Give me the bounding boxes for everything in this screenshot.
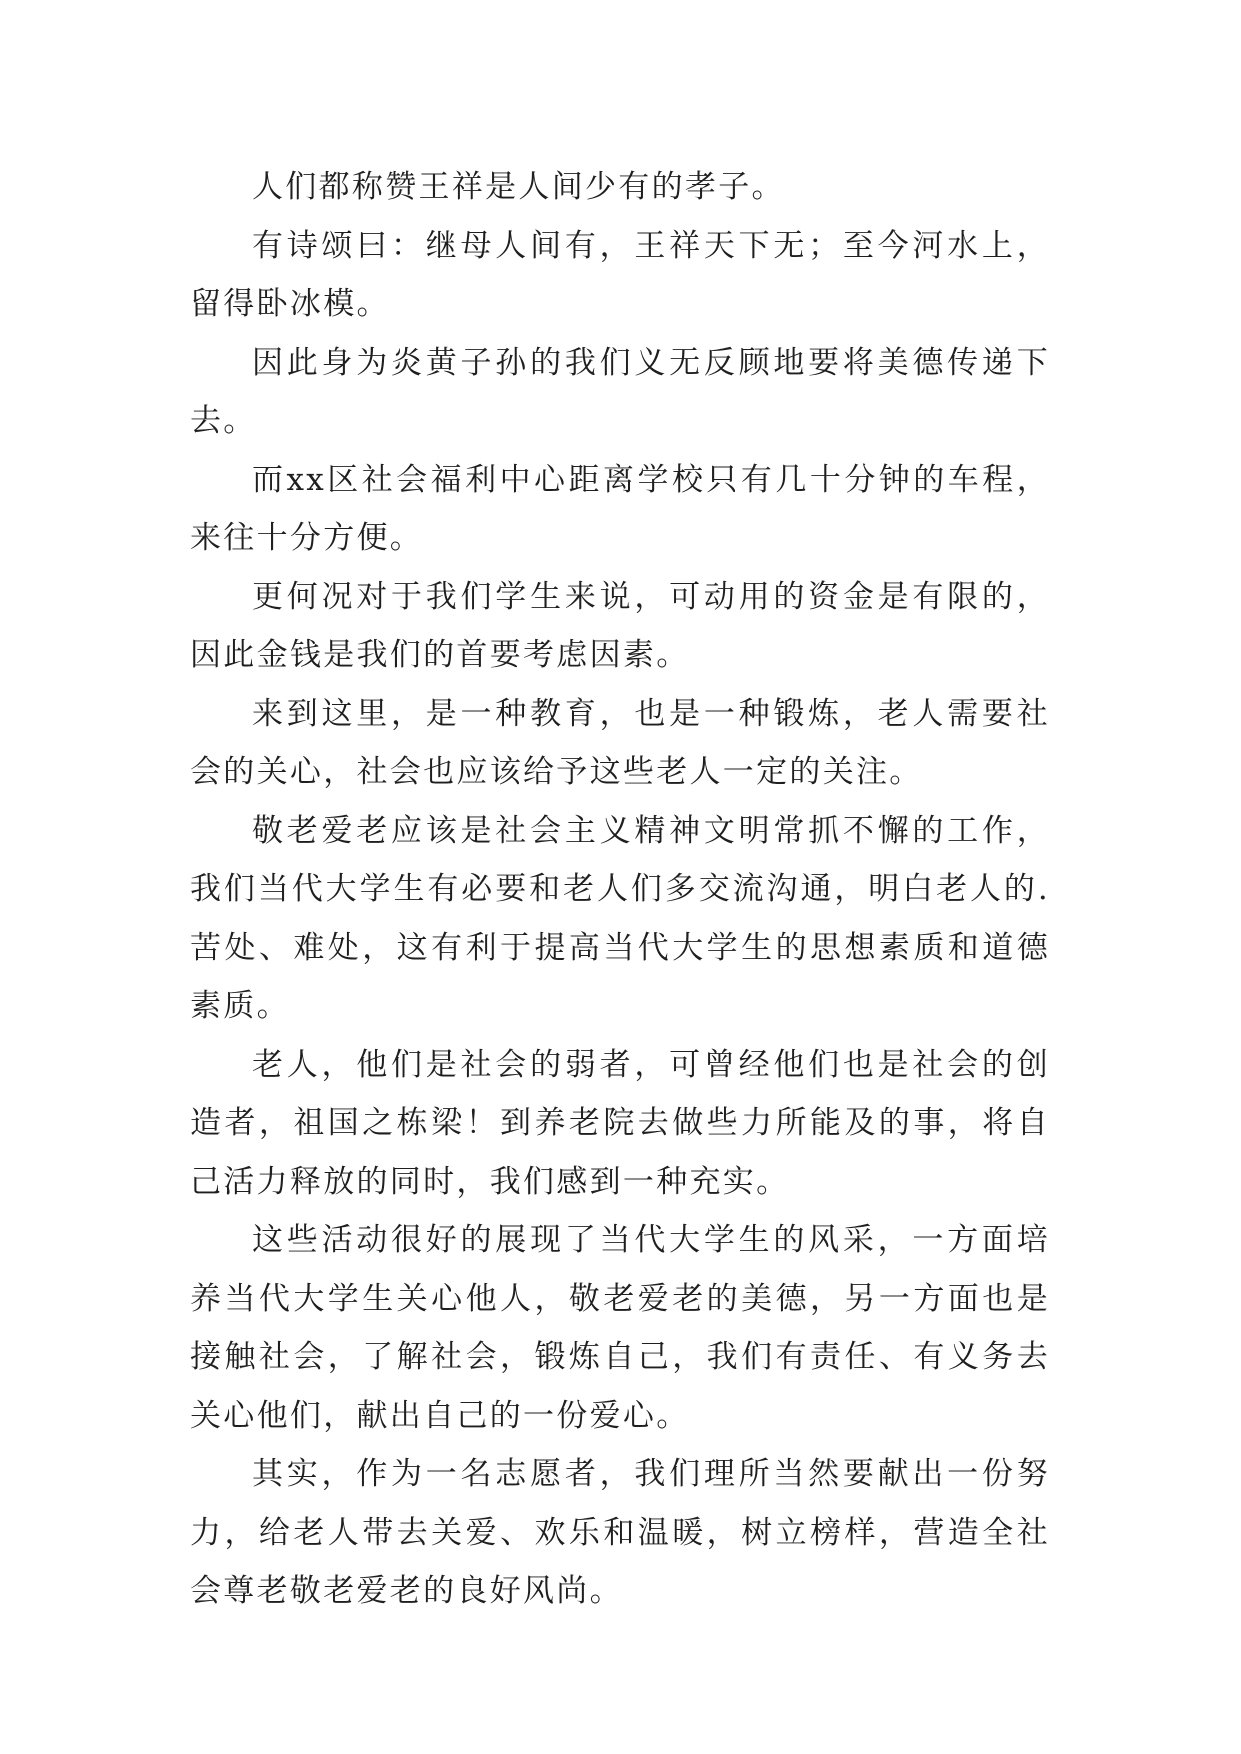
paragraph-8: 老人，他们是社会的弱者，可曾经他们也是社会的创造者，祖国之栋梁！到养老院去做些力所能及的事，将自己活力释放的同时，我们感到一种充实。 [190, 1046, 1050, 1200]
paragraph-5: 更何况对于我们学生来说，可动用的资金是有限的，因此金钱是我们的首要考虑因素。 [190, 578, 1050, 673]
paragraph-6: 来到这里，是一种教育，也是一种锻炼，老人需要社会的关心，社会也应该给予这些老人一定的关注。 [190, 695, 1050, 790]
paragraph-4: 而xx区社会福利中心距离学校只有几十分钟的车程，来往十分方便。 [190, 461, 1050, 556]
paragraph-2: 有诗颂曰：继母人间有，王祥天下无；至今河水上，留得卧冰模。 [190, 227, 1050, 322]
paragraph-1: 人们都称赞王祥是人间少有的孝子。 [252, 169, 785, 205]
paragraph-10: 其实，作为一名志愿者，我们理所当然要献出一份努力，给老人带去关爱、欢乐和温暖，树立榜样，营造全社会尊老敬老爱老的良好风尚。 [190, 1456, 1050, 1609]
paragraph-9: 这些活动很好的展现了当代大学生的风采，一方面培养当代大学生关心他人，敬老爱老的美德，另一方面也是接触社会，了解社会，锻炼自己，我们有责任、有义务去关心他们，献出自己的一份爱心。 [190, 1222, 1050, 1434]
paragraph-7: 敬老爱老应该是社会主义精神文明常抓不懈的工作，我们当代大学生有必要和老人们多交流沟通，明白老人的.苦处、难处，这有利于提高当代大学生的思想素质和道德素质。 [190, 812, 1050, 1024]
paragraph-3: 因此身为炎黄子孙的我们义无反顾地要将美德传递下去。 [190, 344, 1050, 439]
body-text [190, 158, 1050, 1621]
